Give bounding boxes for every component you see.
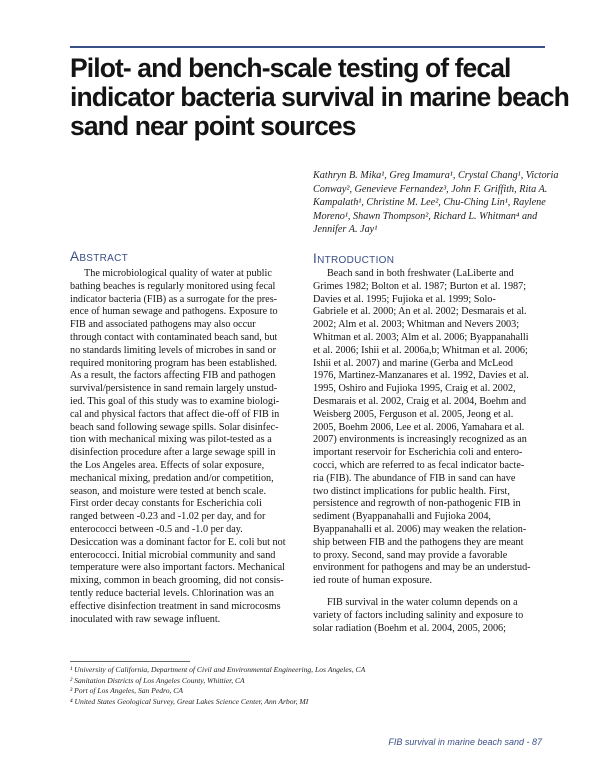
text-line: variety of factors including salinity and exposure to (313, 609, 524, 621)
title-line: sand near point sources (70, 111, 356, 141)
text-line: FIB and associated pathogens may also occur (70, 319, 256, 331)
footnote: ³ Port of Los Angeles, San Pedro, CA (70, 686, 184, 696)
text-line: Desmarais et al. 2002, Craig et al. 2004, Boehm and (313, 395, 527, 407)
text-line: The microbiological quality of water at public (84, 268, 272, 279)
author-line: Jennifer A. Jay¹ (313, 224, 378, 236)
text-line: First order decay constants for Escherichia coli (70, 498, 262, 510)
title-rule (70, 46, 545, 48)
footnote-rule (70, 661, 190, 662)
abstract-body (70, 268, 302, 626)
text-line: cal and physical factors that affect die-off of FIB in (70, 408, 280, 420)
text-line: the Los Angeles area. Effects of solar exposure, (70, 459, 265, 471)
text-line: bathing beaches is regularly monitored using fecal (70, 280, 276, 292)
text-line: Whitman et al. 2003; Alm et al. 2006; Byappanahalli (313, 331, 529, 343)
text-line: solar radiation (Boehm et al. 2004, 2005, 2006; (313, 622, 506, 634)
abstract-heading-initial: A (70, 249, 80, 264)
text-line: indicator bacteria (FIB) as a surrogate for the pres- (70, 293, 278, 305)
text-line: As a result, the factors affecting FIB and pathogen (70, 370, 276, 382)
text-line: Davies et al. 1995; Fujioka et al. 1999; Solo- (313, 293, 496, 305)
author-line: Kampalath¹, Christine M. Lee², Chu-Ching Lin¹, Raylene (313, 197, 546, 209)
text-line: 1976, Martinez-Manzanares et al. 1992, Davies et al. (313, 370, 529, 382)
footnote: ² Sanitation Districts of Los Angeles County, Whittier, CA (70, 675, 245, 685)
text-line: enterococci between -0.5 and -1.0 per day. (70, 523, 243, 535)
abstract-heading (70, 249, 128, 264)
text-line: 2007) environments is increasingly recognized as an (313, 434, 527, 446)
footnote: ⁴ United States Geological Survey, Great Lakes Science Center, Ann Arbor, MI (70, 696, 309, 706)
introduction-heading-initial: I (313, 251, 318, 266)
text-line: 2002; Alm et al. 2003; Whitman and Nevers 2003; (313, 319, 520, 331)
title-line: indicator bacteria survival in marine beach (70, 82, 569, 112)
paper-title (70, 53, 569, 141)
text-line: 1995, Oshiro and Fujioka 1995, Craig et al. 2002, (313, 383, 516, 395)
introduction-heading (313, 251, 394, 266)
author-line: Kathryn B. Mika¹, Greg Imamura¹, Crystal Chang¹, Victoria (313, 170, 559, 181)
text-line: Desiccation was a dominant factor for E. coli but not (70, 536, 286, 548)
text-line: ied route of human exposure. (313, 575, 433, 587)
text-line: ship between FIB and the pathogens they are meant (313, 536, 524, 548)
text-line: mechanical mixing, predation and/or competition, (70, 472, 274, 484)
text-line: enterococci. Initial microbial community and sand (70, 549, 276, 561)
text-line: survival/persistence in sand remain largely unstud- (70, 383, 278, 395)
text-line: Weisberg 2005, Ferguson et al. 2005, Jeong et al. (313, 408, 514, 420)
text-line: tion with mechanical mixing was pilot-tested as a (70, 434, 272, 446)
text-line: temperature were also important factors. Mechanical (70, 562, 285, 574)
text-line: sediment (Byappanahalli and Fujioka 2004, (313, 511, 491, 523)
author-list (313, 169, 563, 237)
text-line: beach sand following sewage spills. Solar disinfec- (70, 421, 279, 433)
text-line: mixing, common in beach grooming, did not consis- (70, 575, 284, 587)
paragraph-gap (313, 588, 548, 597)
text-line: ence of human sewage and pathogens. Exposure to (70, 306, 278, 318)
introduction-heading-rest: NTRODUCTION (317, 255, 395, 266)
text-line: to proxy. Second, sand may provide a favorable (313, 549, 508, 561)
author-line: Conway², Genevieve Fernandez³, John F. Griffith, Rita A. (313, 183, 548, 195)
title-line: Pilot- and bench-scale testing of fecal (70, 53, 511, 83)
text-line: ria (FIB). The abundance of FIB in sand can have (313, 472, 516, 484)
author-line: Moreno¹, Shawn Thompson², Richard L. Whitman⁴ and (313, 210, 538, 222)
text-line: Gabriele et al. 2000; An et al. 2002; Desmarais et al. (313, 306, 527, 318)
text-line: Ishii et al. 2007) and marine (Gerba and McLeod (313, 357, 513, 369)
text-line: required monitoring program has been established. (70, 357, 278, 369)
text-line: no standards limiting levels of microbes in sand or (70, 344, 276, 356)
text-line: cocci, which are referred to as fecal indicator bacte- (313, 459, 525, 471)
text-line: ied. This goal of this study was to examine biologi- (70, 395, 280, 407)
text-line: season, and moisture were tested at bench scale. (70, 485, 267, 497)
abstract-heading-rest: BSTRACT (79, 253, 129, 264)
footnotes (70, 665, 540, 707)
text-line: through contact with contaminated beach sand, but (70, 331, 278, 343)
text-line: Beach sand in both freshwater (LaLiberte and (327, 268, 514, 279)
text-line: ranged between -0.23 and -1.02 per day, and for (70, 511, 266, 523)
introduction-body (313, 268, 548, 635)
text-line: disinfection procedure after a large sewage spill in (70, 447, 276, 459)
text-line: tently reduce bacterial levels. Chlorination was an (70, 587, 274, 599)
text-line: 2005, Boehm 2006, Lee et al. 2006, Yamahara et al. (313, 421, 525, 433)
footnote: ¹ University of California, Department of Civil and Environmental Engineering, Los Angeles, CA (70, 665, 366, 674)
text-line: effective disinfection treatment in sand microcosms (70, 600, 281, 612)
text-line: two distinct implications for public health. First, (313, 485, 510, 497)
text-line: FIB survival in the water column depends on a (327, 596, 518, 608)
text-line: important reservoir for Escherichia coli and entero- (313, 447, 523, 459)
page-footer: FIB survival in marine beach sand - 87 (388, 737, 542, 747)
text-line: Grimes 1982; Bolton et al. 1987; Burton et al. 1987; (313, 280, 527, 292)
text-line: environment for pathogens and may be an understud- (313, 562, 531, 574)
text-line: persistence and regrowth of non-pathogenic FIB in (313, 498, 521, 510)
text-line: Byappanahalli et al. 2006) may weaken the relation- (313, 523, 527, 535)
text-line: inoculated with raw sewage influent. (70, 613, 221, 625)
text-line: et al. 2006; Ishii et al. 2006a,b; Whitman et al. 2006; (313, 344, 528, 356)
